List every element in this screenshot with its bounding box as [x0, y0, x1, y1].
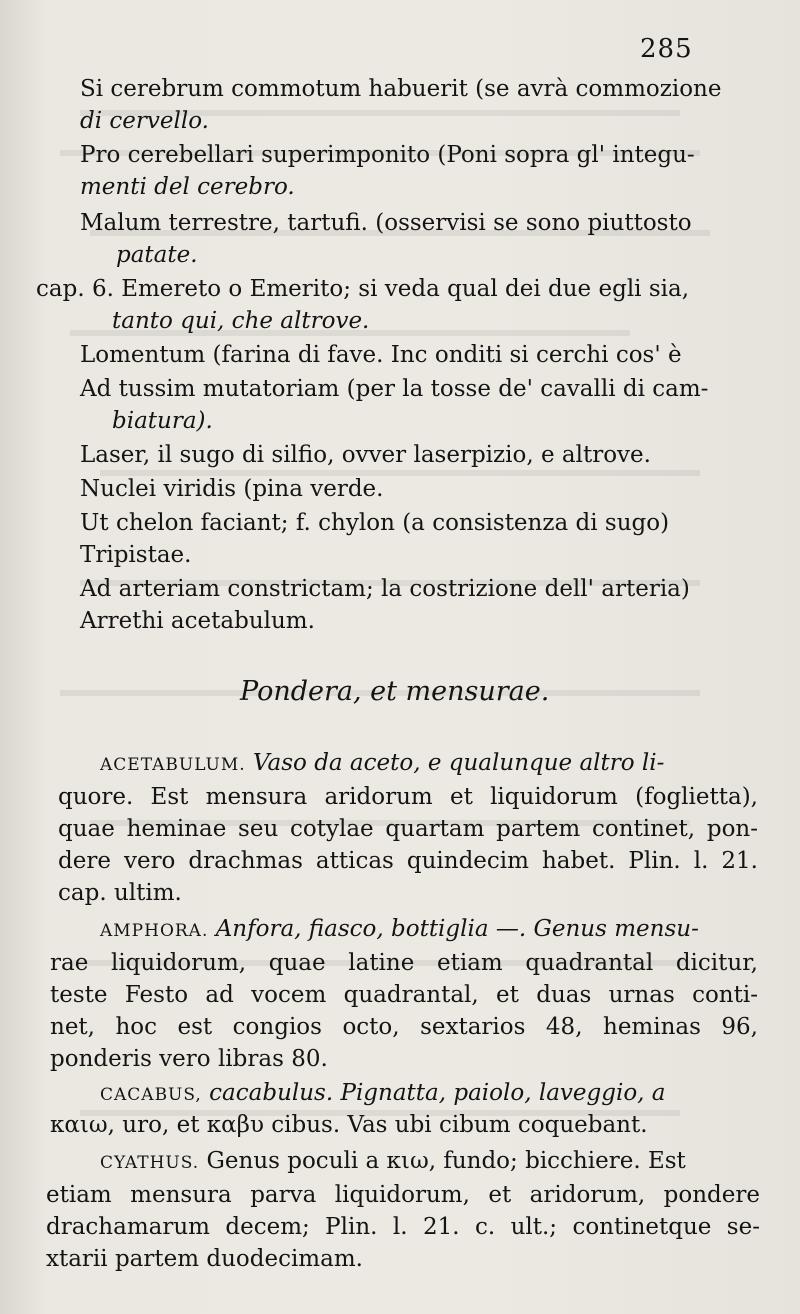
entry-gloss: Anfora, fiasco, bottiglia —. Genus mensu-: [215, 916, 699, 942]
entry-gloss: Vaso da aceto, e qualunque altro li-: [253, 750, 665, 776]
text-line: καιω, uro, et καβυ cibus. Vas ubi cibum coquebant.: [50, 1112, 648, 1138]
text-line: Ad tussim mutatoriam (per la tosse de' cavalli di cam-: [80, 376, 709, 402]
text-line: Nuclei viridis (pina verde.: [80, 476, 384, 502]
text-line: Pro cerebellari superimponito (Poni sopra gl' integu-: [80, 142, 695, 168]
entry-amphora: [100, 914, 760, 946]
text-line: ponderis vero libras 80.: [50, 1046, 328, 1072]
section-title: Pondera, et mensurae.: [240, 676, 550, 707]
entry-gloss: Genus poculi a κιω, fundo; bicchiere. Est: [206, 1148, 686, 1174]
entry-gloss: cacabulus. Pignatta, paiolo, laveggio, a: [209, 1080, 666, 1106]
entry-cacabus: [100, 1078, 760, 1110]
text-line: Arrethi acetabulum.: [80, 608, 315, 634]
text-line: rae liquidorum, quae latine etiam quadrantal dicitur,: [50, 950, 758, 976]
text-line: Laser, il sugo di silfio, ovver laserpizio, e altrove.: [80, 442, 651, 468]
entry-acetabulum: [100, 748, 750, 780]
text-line: Tripistae.: [80, 542, 192, 568]
entry-head: ACETABULUM.: [100, 755, 246, 775]
text-line: dere vero drachmas atticas quindecim habet. Plin. l. 21.: [58, 848, 758, 874]
text-line: tanto qui, che altrove.: [112, 308, 370, 334]
text-line: cap. 6. Emereto o Emerito; si veda qual dei due egli sia,: [36, 276, 690, 302]
text-line: quore. Est mensura aridorum et liquidorum (foglietta),: [58, 784, 758, 810]
entry-head: AMPHORA.: [100, 921, 209, 941]
text-line: net, hoc est congios octo, sextarios 48, heminas 96,: [50, 1014, 758, 1040]
entry-head: CACABUS,: [100, 1085, 202, 1105]
text-line: patate.: [116, 242, 198, 268]
text-line: Ut chelon faciant; f. chylon (a consistenza di sugo): [80, 510, 670, 536]
text-line: di cervello.: [80, 108, 209, 134]
text-line: cap. ultim.: [58, 880, 182, 906]
text-line: Lomentum (farina di fave. Inc onditi si cerchi cos' è: [80, 342, 682, 368]
text-line: xtarii partem duodecimam.: [46, 1246, 363, 1272]
page-number: 285: [640, 34, 693, 64]
text-line: Si cerebrum commotum habuerit (se avrà commozione: [80, 76, 722, 102]
text-line: biatura).: [112, 408, 213, 434]
text-line: quae heminae seu cotylae quartam partem continet, pon-: [58, 816, 758, 842]
text-line: teste Festo ad vocem quadrantal, et duas urnas conti-: [50, 982, 758, 1008]
text-line: menti del cerebro.: [80, 174, 295, 200]
entry-cyathus: [100, 1146, 760, 1178]
text-line: Ad arteriam constrictam; la costrizione dell' arteria): [80, 576, 690, 602]
text-line: Malum terrestre, tartufi. (osservisi se sono piuttosto: [80, 210, 692, 236]
text-line: etiam mensura parva liquidorum, et aridorum, pondere: [46, 1182, 760, 1208]
text-line: drachamarum decem; Plin. l. 21. c. ult.; continetque se-: [46, 1214, 760, 1240]
entry-head: CYATHUS.: [100, 1153, 200, 1173]
